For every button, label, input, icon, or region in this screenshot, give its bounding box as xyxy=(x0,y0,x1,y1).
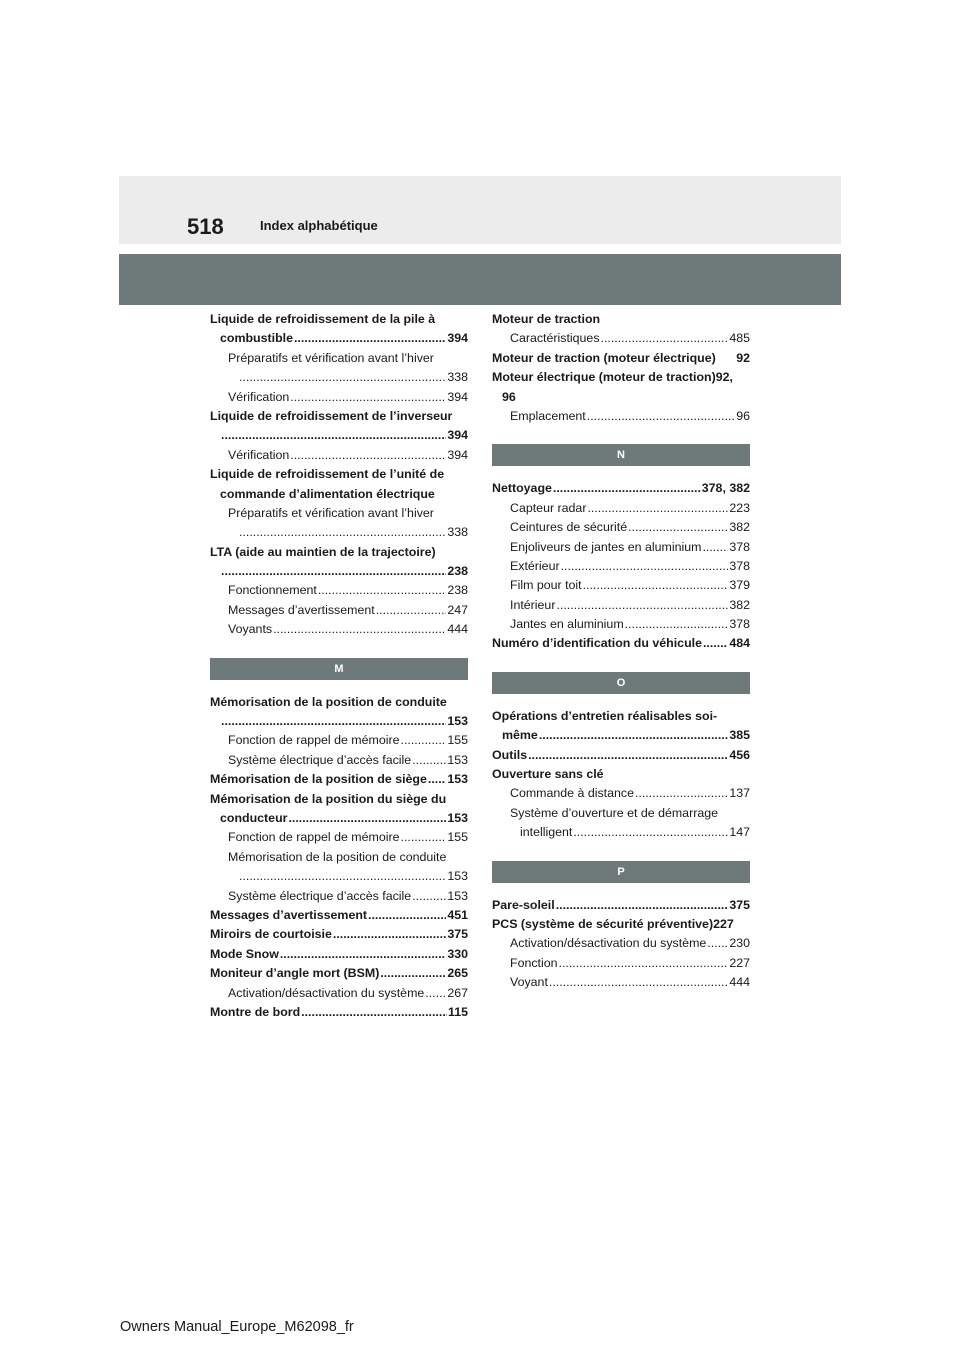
index-entry-term: Pare-soleil xyxy=(492,897,555,912)
dot-leader xyxy=(239,368,446,387)
dot-leader xyxy=(425,984,446,1003)
dot-leader xyxy=(601,329,729,348)
dot-leader xyxy=(376,601,447,620)
index-entry-term: Système électrique d’accès facile xyxy=(228,752,412,767)
index-entry[interactable] xyxy=(210,770,468,789)
index-entry[interactable] xyxy=(210,906,468,925)
index-entry[interactable]: LTA (aide au maintien de la trajectoire) xyxy=(210,544,436,559)
index-entry-page: 394 xyxy=(447,331,468,346)
index-entry-page: 223 xyxy=(729,500,750,515)
index-entry[interactable] xyxy=(492,726,750,745)
dot-leader xyxy=(333,925,446,944)
index-entry[interactable]: Liquide de refroidissement de la pile à xyxy=(210,312,436,326)
index-entry-page: 394 xyxy=(447,447,468,462)
index-entry[interactable] xyxy=(210,809,468,828)
dot-leader xyxy=(553,479,701,498)
index-entry-term: Messages d’avertissement xyxy=(210,907,368,922)
dot-leader xyxy=(412,887,446,906)
index-entry[interactable] xyxy=(492,896,750,915)
index-entry[interactable] xyxy=(210,712,468,731)
dot-leader xyxy=(428,770,446,789)
dot-leader xyxy=(221,712,446,731)
dot-leader xyxy=(301,1003,447,1022)
index-entry-term: Mode Snow xyxy=(210,946,279,961)
page-number: 518 xyxy=(187,214,224,239)
index-entry[interactable] xyxy=(210,945,468,964)
index-entry[interactable] xyxy=(492,973,750,992)
index-entry[interactable]: Mémorisation de la position de conduite xyxy=(210,694,447,709)
index-entry-page: 338 xyxy=(447,525,468,540)
index-entry-page: 382 xyxy=(729,520,750,535)
index-entry[interactable] xyxy=(492,823,750,842)
index-entry-term: Film pour toit xyxy=(510,578,582,593)
index-entry[interactable]: Moteur de traction xyxy=(492,312,601,326)
index-entry-page: 247 xyxy=(447,602,468,617)
index-column-right xyxy=(492,310,750,993)
index-letter-heading: P xyxy=(492,861,750,883)
index-entry-term: même xyxy=(502,728,538,743)
dot-leader xyxy=(412,751,446,770)
index-entry[interactable] xyxy=(492,538,750,557)
index-entry-page: 394 xyxy=(447,389,468,404)
index-entry[interactable] xyxy=(210,620,468,639)
index-entry-page: 137 xyxy=(729,786,750,801)
index-entry-page: 379 xyxy=(729,578,750,593)
index-entry-page: 230 xyxy=(729,936,750,951)
dot-leader xyxy=(294,329,446,348)
dot-leader xyxy=(628,518,728,537)
dot-leader xyxy=(401,731,447,750)
index-entry[interactable] xyxy=(210,446,468,465)
index-entry-term: Commande à distance xyxy=(510,786,634,801)
index-entry-page: 153 xyxy=(447,810,468,825)
index-entry[interactable] xyxy=(492,349,750,368)
index-entry[interactable]: Préparatifs et vérification avant l’hiver xyxy=(228,505,434,520)
dot-leader xyxy=(401,828,447,847)
index-entry[interactable]: Mémorisation de la position du siège du xyxy=(210,791,447,806)
index-entry-page: 153 xyxy=(447,888,468,903)
index-entry-page: 267 xyxy=(447,985,468,1000)
index-entry-term: Fonction de rappel de mémoire xyxy=(228,733,400,748)
index-entry-page: 378 xyxy=(729,558,750,573)
index-entry-term: Moniteur d’angle mort (BSM) xyxy=(210,966,380,981)
index-entry-page: 444 xyxy=(729,975,750,990)
index-entry[interactable] xyxy=(210,984,468,1003)
index-entry[interactable] xyxy=(210,523,468,542)
index-entry-page: 155 xyxy=(447,830,468,845)
index-entry[interactable]: PCS (système de sécurité préventive)227 xyxy=(492,916,734,931)
index-entry-page: 155 xyxy=(447,733,468,748)
index-entry[interactable] xyxy=(210,1003,468,1022)
dot-leader xyxy=(556,896,729,915)
index-entry-term: Intérieur xyxy=(510,597,556,612)
index-entry[interactable] xyxy=(492,407,750,426)
index-entry[interactable] xyxy=(492,499,750,518)
index-entry-term: Mémorisation de la position de siège xyxy=(210,772,427,787)
index-entry[interactable] xyxy=(210,562,468,581)
index-entry-term: Fonction de rappel de mémoire xyxy=(228,830,400,845)
index-entry-term: combustible xyxy=(220,331,293,346)
index-entry[interactable]: commande d’alimentation électrique xyxy=(220,486,435,501)
index-entry-term: Moteur de traction (moteur électrique) xyxy=(492,350,716,365)
index-column-left xyxy=(210,310,468,1022)
dot-leader xyxy=(703,634,728,653)
dot-leader xyxy=(702,538,728,557)
index-entry-page: 378 xyxy=(729,539,750,554)
index-entry-page: 456 xyxy=(729,747,750,762)
index-entry-term: Miroirs de courtoisie xyxy=(210,927,332,942)
index-entry[interactable]: Liquide de refroidissement de l’unité de xyxy=(210,467,445,482)
index-entry[interactable] xyxy=(210,601,468,620)
index-entry-term: Numéro d’identification du véhicule xyxy=(492,636,702,651)
index-entry-term: Fonction xyxy=(510,955,558,970)
dot-leader xyxy=(239,523,446,542)
index-entry[interactable]: Ouverture sans clé xyxy=(492,767,604,782)
dot-leader xyxy=(573,823,728,842)
index-entry[interactable] xyxy=(210,388,468,407)
index-entry[interactable]: Moteur électrique (moteur de traction)92, xyxy=(492,370,733,385)
dot-leader xyxy=(273,620,446,639)
index-entry[interactable]: Liquide de refroidissement de l’inverseur xyxy=(210,408,453,423)
index-entry-page: 238 xyxy=(447,564,468,579)
footer-document-id: Owners Manual_Europe_M62098_fr xyxy=(120,1319,354,1335)
index-entry-page: 485 xyxy=(729,331,750,346)
dot-leader xyxy=(556,596,728,615)
index-letter-heading: M xyxy=(210,658,468,680)
dot-leader xyxy=(583,576,729,595)
index-entry-term: Jantes en aluminium xyxy=(510,617,624,632)
dot-leader xyxy=(380,964,446,983)
index-entry-term: Voyant xyxy=(510,975,548,990)
dot-leader xyxy=(368,906,446,925)
index-letter-heading: O xyxy=(492,672,750,694)
index-entry[interactable] xyxy=(492,518,750,537)
index-entry-term: Activation/désactivation du système xyxy=(510,936,707,951)
index-entry-term: Activation/désactivation du système xyxy=(228,985,425,1000)
index-entry-term: intelligent xyxy=(520,825,573,840)
index-entry[interactable]: Préparatifs et vérification avant l’hiver xyxy=(228,350,434,365)
index-entry[interactable]: 96 xyxy=(502,389,516,404)
index-entry-page: 394 xyxy=(447,428,468,443)
index-entry-page: 330 xyxy=(447,946,468,961)
index-entry-term: Outils xyxy=(492,747,528,762)
index-entry[interactable] xyxy=(210,828,468,847)
index-entry[interactable] xyxy=(210,867,468,886)
index-entry[interactable] xyxy=(210,887,468,906)
dot-leader xyxy=(290,446,446,465)
dot-leader xyxy=(635,784,728,803)
index-entry[interactable]: Système d’ouverture et de démarrage xyxy=(510,805,718,820)
index-entry-term: Vérification xyxy=(228,389,290,404)
index-entry[interactable] xyxy=(492,329,750,348)
dot-leader xyxy=(221,562,446,581)
dot-leader xyxy=(559,954,729,973)
index-entry-page: 451 xyxy=(447,907,468,922)
index-entry-term: Messages d’avertissement xyxy=(228,602,375,617)
index-entry[interactable] xyxy=(210,751,468,770)
index-entry-page: 92 xyxy=(736,350,750,365)
index-entry-page: 153 xyxy=(447,772,468,787)
index-entry[interactable] xyxy=(492,746,750,765)
index-entry-page: 385 xyxy=(729,728,750,743)
index-entry-term: Nettoyage xyxy=(492,481,552,496)
index-entry[interactable] xyxy=(492,596,750,615)
header-accent-band xyxy=(119,254,841,305)
index-entry-page: 484 xyxy=(729,636,750,651)
index-entry-page: 265 xyxy=(447,966,468,981)
dot-leader xyxy=(707,934,728,953)
dot-leader xyxy=(539,726,728,745)
index-entry[interactable]: Opérations d’entretien réalisables soi- xyxy=(492,708,718,723)
index-entry-term: Capteur radar xyxy=(510,500,587,515)
index-entry-page: 375 xyxy=(447,927,468,942)
index-entry[interactable] xyxy=(210,964,468,983)
index-entry[interactable] xyxy=(492,934,750,953)
index-entry-page: 147 xyxy=(729,825,750,840)
dot-leader xyxy=(587,407,735,426)
index-entry-term: Enjoliveurs de jantes en aluminium xyxy=(510,539,702,554)
index-entry-term: Ceintures de sécurité xyxy=(510,520,628,535)
index-entry-term: Montre de bord xyxy=(210,1004,301,1019)
index-entry-page: 444 xyxy=(447,622,468,637)
index-entry-page: 238 xyxy=(447,583,468,598)
dot-leader xyxy=(587,499,728,518)
index-entry-page: 227 xyxy=(729,955,750,970)
dot-leader xyxy=(239,867,446,886)
dot-leader xyxy=(528,746,728,765)
index-entry-page: 378, 382 xyxy=(701,481,750,496)
index-entry[interactable] xyxy=(492,954,750,973)
index-entry-term: Emplacement xyxy=(510,408,586,423)
index-entry[interactable] xyxy=(492,479,750,498)
index-entry[interactable] xyxy=(492,615,750,634)
index-entry[interactable] xyxy=(492,557,750,576)
dot-leader xyxy=(221,426,446,445)
dot-leader xyxy=(288,809,446,828)
index-entry[interactable] xyxy=(210,731,468,750)
index-entry[interactable]: Mémorisation de la position de conduite xyxy=(228,849,447,864)
index-entry[interactable] xyxy=(210,925,468,944)
index-entry[interactable] xyxy=(492,576,750,595)
dot-leader xyxy=(549,973,728,992)
index-entry-page: 382 xyxy=(729,597,750,612)
index-entry-page: 338 xyxy=(447,370,468,385)
index-entry-page: 153 xyxy=(447,714,468,729)
index-entry-term: Système électrique d’accès facile xyxy=(228,888,412,903)
index-entry-page: 115 xyxy=(448,1004,468,1019)
index-entry-page: 96 xyxy=(736,408,750,423)
index-entry-term: conducteur xyxy=(220,810,288,825)
index-entry-term: Caractéristiques xyxy=(510,331,600,346)
index-letter-heading: N xyxy=(492,444,750,466)
index-entry-term: Voyants xyxy=(228,622,273,637)
index-entry-page: 153 xyxy=(447,869,468,884)
index-entry[interactable] xyxy=(210,329,468,348)
index-entry-page: 375 xyxy=(729,897,750,912)
index-entry[interactable] xyxy=(210,368,468,387)
index-entry[interactable] xyxy=(210,426,468,445)
dot-leader xyxy=(280,945,446,964)
dot-leader xyxy=(625,615,729,634)
index-entry-page: 153 xyxy=(447,752,468,767)
index-entry[interactable] xyxy=(492,784,750,803)
dot-leader xyxy=(561,557,729,576)
index-entry-term: Extérieur xyxy=(510,558,560,573)
dot-leader xyxy=(318,581,446,600)
index-entry[interactable] xyxy=(210,581,468,600)
dot-leader xyxy=(290,388,446,407)
page-header-band xyxy=(119,176,841,244)
index-entry-term: Vérification xyxy=(228,447,290,462)
section-title: Index alphabétique xyxy=(260,218,378,233)
index-entry-page: 378 xyxy=(729,617,750,632)
index-entry-term: Fonctionnement xyxy=(228,583,317,598)
index-entry[interactable] xyxy=(492,634,750,653)
